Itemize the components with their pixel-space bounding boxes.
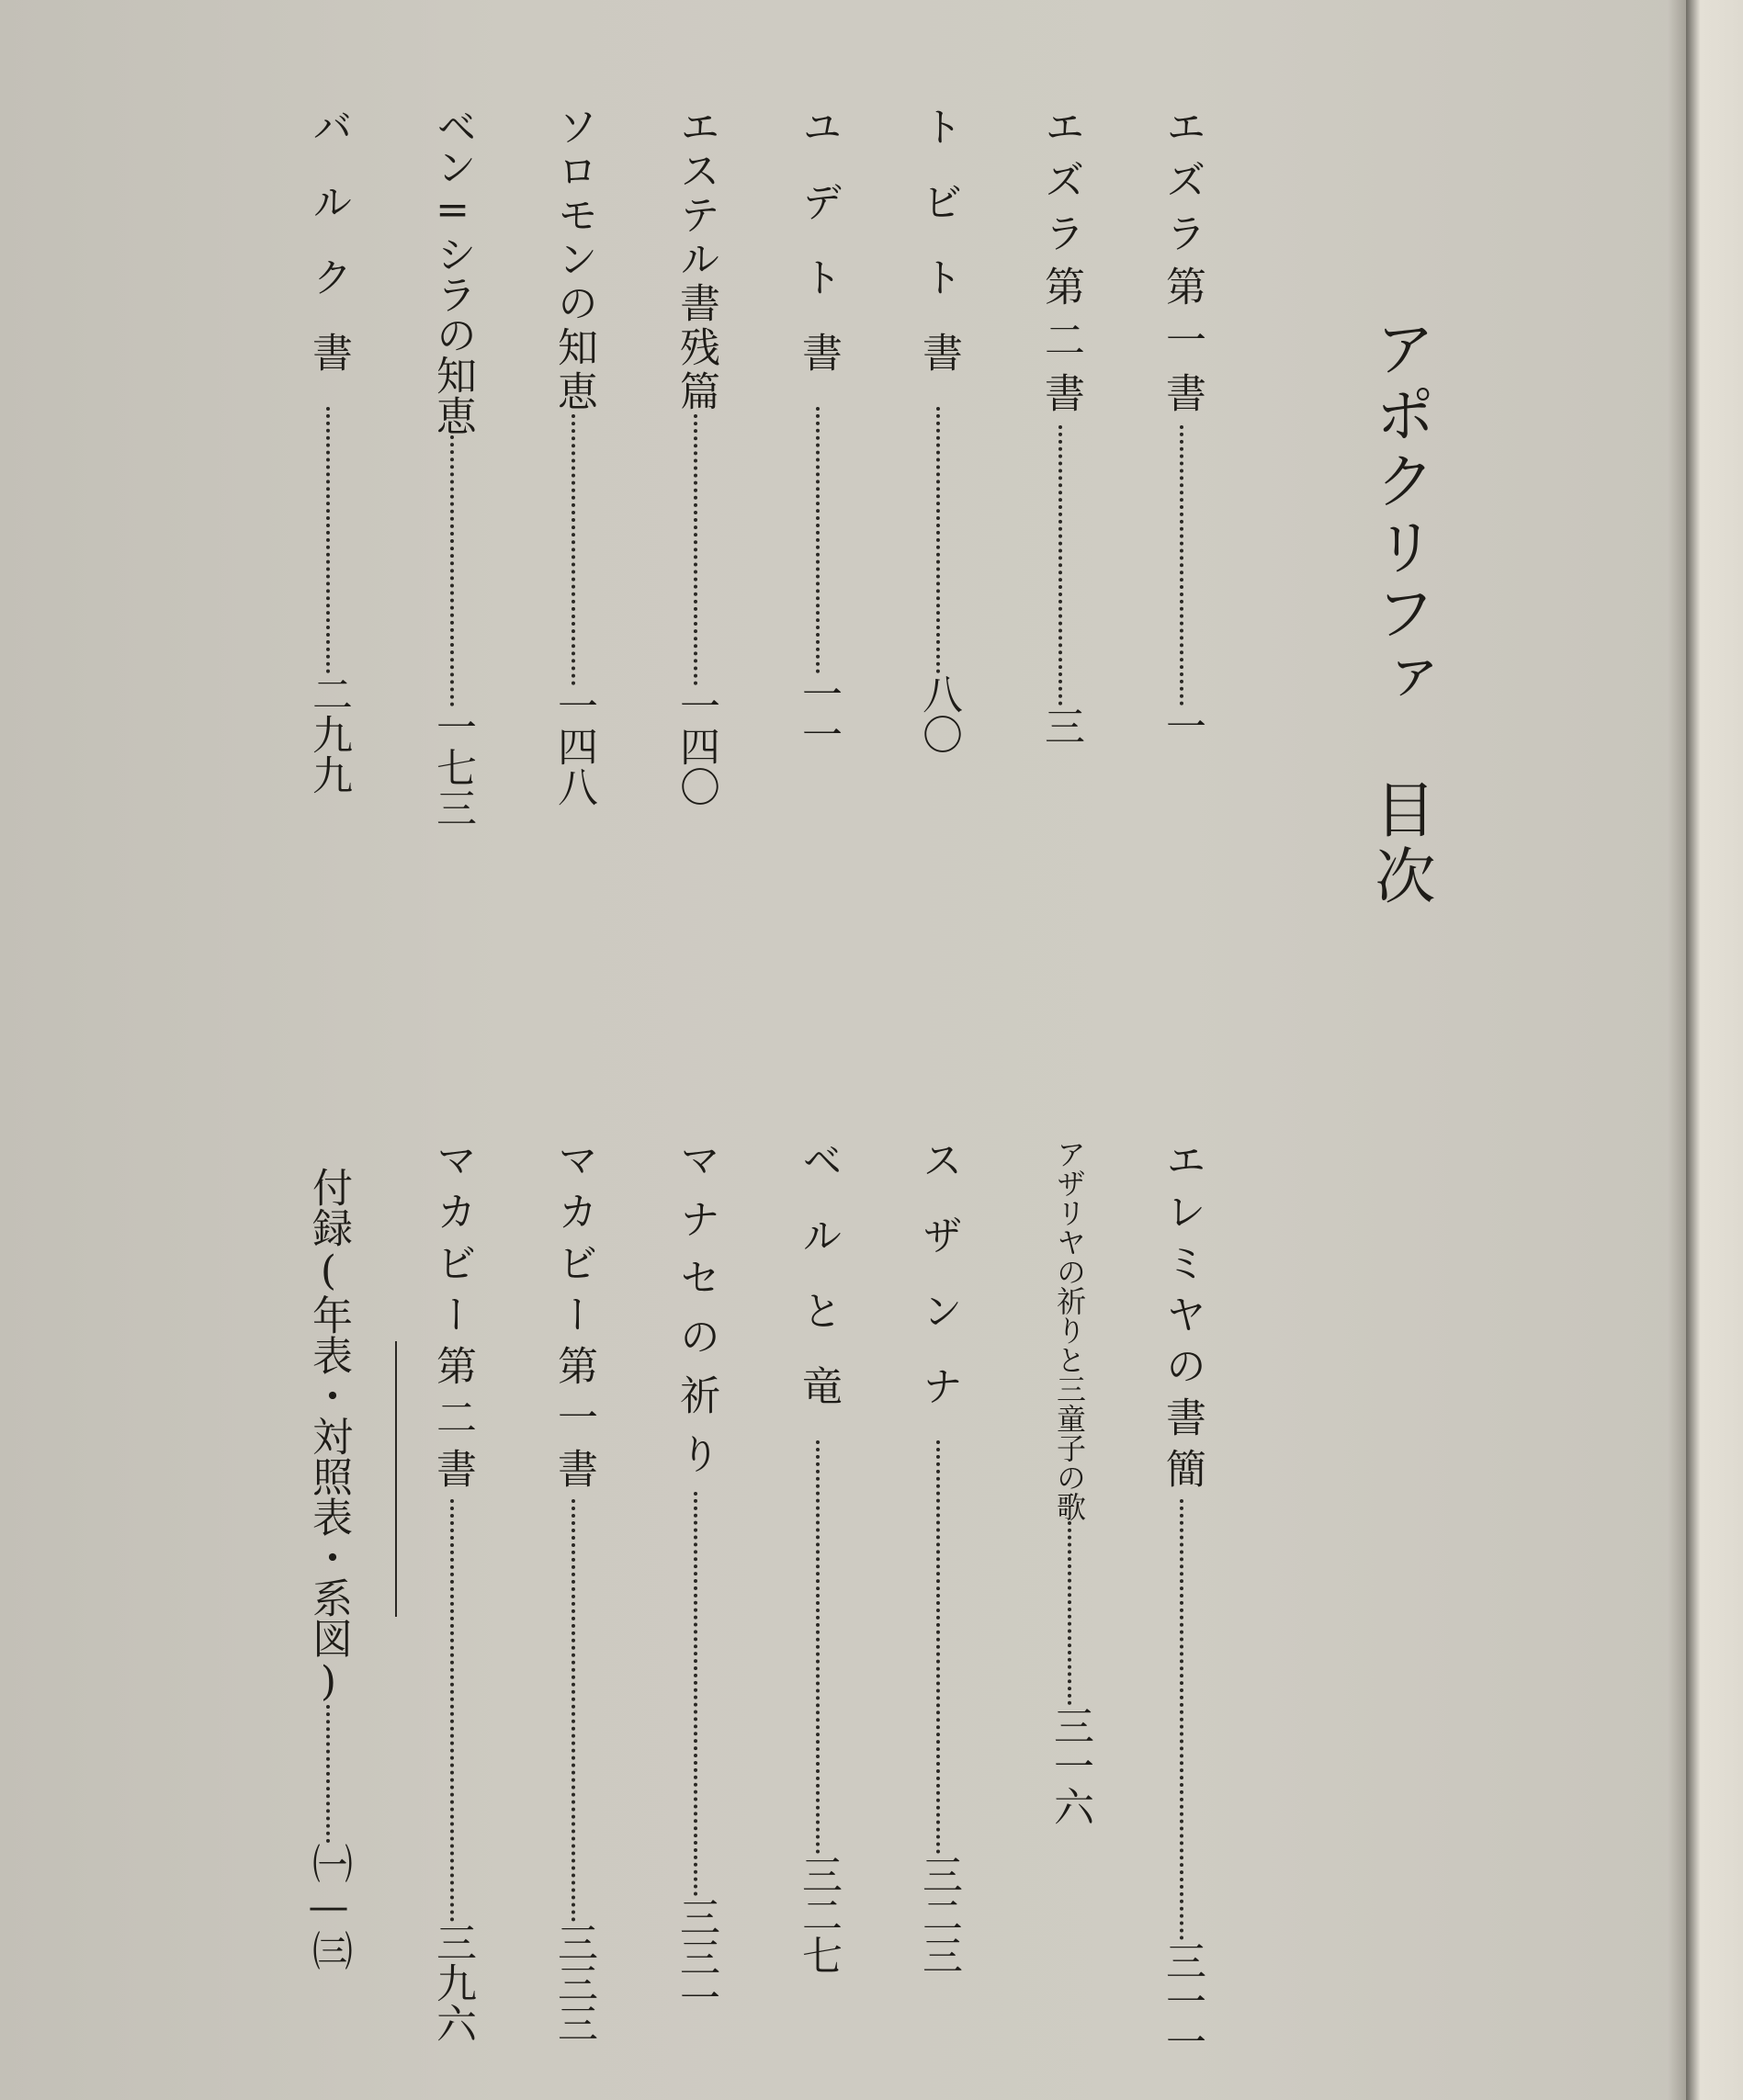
- entry-page: 三: [1037, 706, 1084, 746]
- toc-entry[interactable]: [916, 106, 960, 754]
- dot-leader: [816, 407, 820, 673]
- entry-name: ユデト書: [795, 106, 842, 407]
- entry-page: 三一一: [1159, 1940, 1205, 2061]
- toc-entry[interactable]: [551, 106, 595, 807]
- toc-entry[interactable]: [430, 106, 474, 828]
- dot-leader: [572, 1499, 575, 1922]
- entry-page: 三三三: [550, 1922, 597, 2043]
- entry-page: 三九六: [429, 1922, 476, 2043]
- entry-page: 一七三: [429, 706, 476, 828]
- gutter-shadow: [1668, 0, 1686, 2100]
- dot-leader: [1180, 425, 1183, 706]
- page-edge: [1686, 0, 1743, 2100]
- entry-page: 八〇: [915, 673, 962, 754]
- dot-leader: [694, 414, 697, 685]
- toc-entry[interactable]: [796, 106, 840, 754]
- entry-name: バルク書: [305, 106, 352, 407]
- toc-entry[interactable]: [673, 106, 718, 807]
- toc-entry[interactable]: [1160, 1139, 1204, 2061]
- entry-page: ㈠—㈢: [305, 1843, 352, 1970]
- entry-name: エステル書残篇: [673, 106, 719, 414]
- toc-title: [1364, 317, 1435, 910]
- toc-entry[interactable]: [1160, 106, 1204, 746]
- toc-entry[interactable]: [306, 1167, 350, 1970]
- entry-name: ベルと竜: [795, 1139, 842, 1440]
- dot-leader: [816, 1440, 820, 1854]
- dot-leader: [936, 1440, 940, 1854]
- dot-leader: [936, 407, 940, 673]
- entry-name: エレミヤの書簡: [1159, 1139, 1205, 1499]
- entry-name: トビト書: [915, 106, 962, 407]
- dot-leader: [1068, 1521, 1071, 1705]
- toc-entry[interactable]: [1047, 1139, 1092, 1826]
- entry-name: スザンナ: [915, 1139, 962, 1440]
- toc-entry[interactable]: [916, 1139, 960, 1975]
- toc-entry[interactable]: [306, 106, 350, 795]
- entry-name: 付録(年表・対照表・系図): [305, 1167, 352, 1705]
- entry-page: 三二七: [795, 1854, 842, 1975]
- entry-name: ベン=シラの知恵: [429, 106, 476, 435]
- entry-name: マカビー第一書: [550, 1139, 597, 1499]
- entry-name: マナセの祈り: [673, 1139, 719, 1492]
- entry-name: エズラ第一書: [1159, 106, 1205, 425]
- dot-leader: [326, 407, 330, 673]
- toc-entry[interactable]: [551, 1139, 595, 2043]
- title-sub: 目次: [1364, 778, 1435, 910]
- entry-page: 二九九: [305, 673, 352, 795]
- dot-leader: [326, 1705, 330, 1843]
- entry-page: 三三一: [673, 1896, 719, 2017]
- entry-name: エズラ第二書: [1037, 106, 1084, 425]
- dot-leader: [450, 1499, 454, 1922]
- entry-page: 一四八: [550, 685, 597, 807]
- toc-entry[interactable]: [430, 1139, 474, 2043]
- entry-page: 一一: [795, 673, 842, 754]
- entry-page: 三一六: [1047, 1705, 1093, 1826]
- title-main: アポクリファ: [1364, 317, 1435, 714]
- dot-leader: [1058, 425, 1062, 706]
- entry-page: 一四〇: [673, 685, 719, 807]
- entry-name: ソロモンの知恵: [550, 106, 597, 414]
- dot-leader: [450, 435, 454, 706]
- dot-leader: [1180, 1499, 1183, 1940]
- entry-page: 三二三: [915, 1854, 962, 1975]
- entry-page: 一: [1159, 706, 1205, 746]
- toc-entry[interactable]: [673, 1139, 718, 2017]
- entry-name: マカビー第二書: [429, 1139, 476, 1499]
- toc-entry[interactable]: [796, 1139, 840, 1975]
- dot-leader: [694, 1492, 697, 1896]
- toc-entry[interactable]: [1038, 106, 1082, 746]
- entry-name: アザリヤの祈りと三童子の歌: [1052, 1139, 1087, 1521]
- vertical-rule: [395, 1341, 397, 1617]
- dot-leader: [572, 414, 575, 685]
